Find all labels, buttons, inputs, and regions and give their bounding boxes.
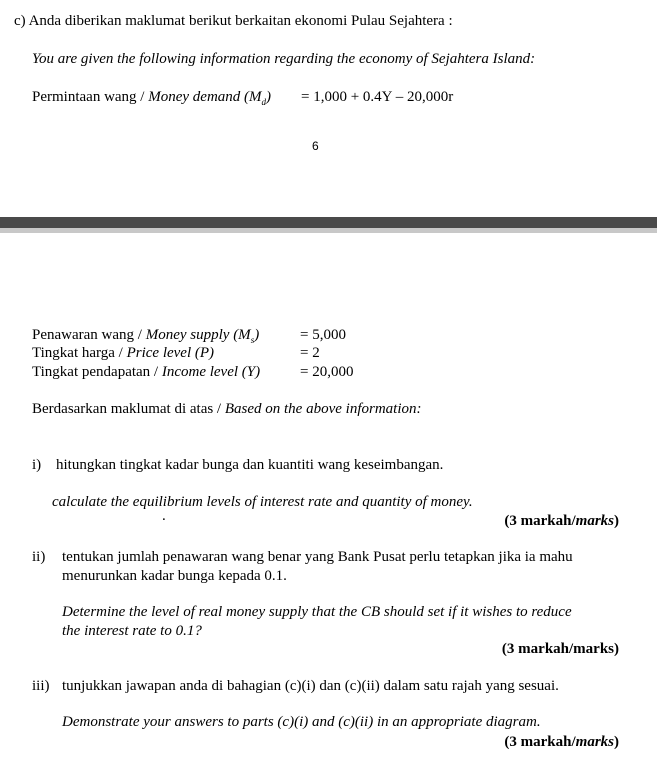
money-demand-equation xyxy=(301,88,453,106)
question-i-dot xyxy=(162,507,166,525)
page-number-text: 6 xyxy=(312,139,319,153)
question-i-text-ms xyxy=(56,456,443,474)
question-i-number xyxy=(32,456,41,474)
question-iii-marks xyxy=(504,733,619,751)
page-break-bar xyxy=(0,217,657,228)
money-supply-value-text: = 5,000 xyxy=(300,327,346,343)
price-level-value-text: = 2 xyxy=(300,345,320,361)
part-c-intro-english xyxy=(32,50,535,68)
question-ii-marks-text: (3 markah/marks) xyxy=(501,641,619,657)
question-iii-text-en xyxy=(62,713,541,731)
based-on-ms: Berdasarkan maklumat di atas / xyxy=(32,401,225,417)
based-on-en: Based on the above information: xyxy=(224,401,422,417)
income-level-value xyxy=(300,363,353,381)
question-i-marks xyxy=(504,512,619,530)
question-i-marks-en: marks xyxy=(575,513,614,529)
money-demand-label-en: Money demand (M xyxy=(148,89,262,105)
question-iii-text-ms xyxy=(62,677,559,695)
money-supply-close: ) xyxy=(254,327,260,343)
money-supply-value xyxy=(300,326,346,344)
money-demand-subscript: d xyxy=(261,97,267,107)
price-level-label-en: Price level (P) xyxy=(126,345,215,361)
question-iii-marks-ms: (3 markah/ xyxy=(504,734,576,750)
money-demand-equation-text: = 1,000 + 0.4Y – 20,000r xyxy=(301,89,454,105)
based-on-line xyxy=(32,400,422,418)
question-ii-text-ms-1 xyxy=(62,548,573,566)
page-break-shadow xyxy=(0,228,657,233)
question-iii-number xyxy=(32,677,50,695)
question-ii-en-line2: the interest rate to 0.1? xyxy=(62,623,202,639)
question-iii-number-text: iii) xyxy=(32,678,50,694)
income-level-value-text: = 20,000 xyxy=(300,364,354,380)
part-c-intro xyxy=(14,12,453,30)
question-ii-marks xyxy=(502,640,619,658)
question-i-marks-close: ) xyxy=(614,513,619,529)
income-level-label-en: Income level (Y) xyxy=(161,364,261,380)
question-ii-ms-line2: menurunkan kadar bunga kepada 0.1. xyxy=(62,568,287,584)
money-supply-label-en: Money supply (M xyxy=(145,327,251,343)
question-ii-text-en-1 xyxy=(62,603,572,621)
money-supply-subscript: s xyxy=(250,335,255,345)
question-ii-text-en-2 xyxy=(62,622,202,640)
money-demand-label-ms: Permintaan wang / xyxy=(32,89,149,105)
money-supply-label-ms: Penawaran wang / xyxy=(32,327,146,343)
question-ii-number-text: ii) xyxy=(32,549,46,565)
question-i-text-en xyxy=(52,493,473,511)
question-ii-en-line1: Determine the level of real money supply that the CB should set if it wishes to reduce xyxy=(62,604,572,620)
price-level-line xyxy=(32,344,214,362)
question-i-marks-ms: (3 markah/ xyxy=(504,513,576,529)
question-i-dot-text: . xyxy=(162,508,166,524)
price-level-value xyxy=(300,344,320,362)
question-i-en: calculate the equilibrium levels of interest rate and quantity of money. xyxy=(52,494,473,510)
income-level-line xyxy=(32,363,260,381)
income-level-label-ms: Tingkat pendapatan / xyxy=(32,364,162,380)
price-level-label-ms: Tingkat harga / xyxy=(32,345,127,361)
part-c-intro-english-text: You are given the following information regarding the economy of Sejahtera Island: xyxy=(32,51,536,67)
question-iii-marks-en: marks xyxy=(575,734,614,750)
page-number xyxy=(312,137,319,155)
money-demand-close: ) xyxy=(266,89,272,105)
question-i-ms: hitungkan tingkat kadar bunga dan kuantiti wang keseimbangan. xyxy=(56,457,444,473)
question-iii-en: Demonstrate your answers to parts (c)(i) and (c)(ii) in an appropriate diagram. xyxy=(62,714,541,730)
money-demand-line xyxy=(32,88,271,111)
question-iii-marks-close: ) xyxy=(614,734,619,750)
question-ii-text-ms-2 xyxy=(62,567,287,585)
question-iii-ms: tunjukkan jawapan anda di bahagian (c)(i) dan (c)(ii) dalam satu rajah yang sesuai. xyxy=(62,678,559,694)
question-i-number-text: i) xyxy=(32,457,42,473)
question-ii-ms-line1: tentukan jumlah penawaran wang benar yang Bank Pusat perlu tetapkan jika ia mahu xyxy=(62,549,573,565)
question-ii-number xyxy=(32,548,45,566)
part-c-intro-text: c) Anda diberikan maklumat berikut berkaitan ekonomi Pulau Sejahtera : xyxy=(14,13,453,29)
